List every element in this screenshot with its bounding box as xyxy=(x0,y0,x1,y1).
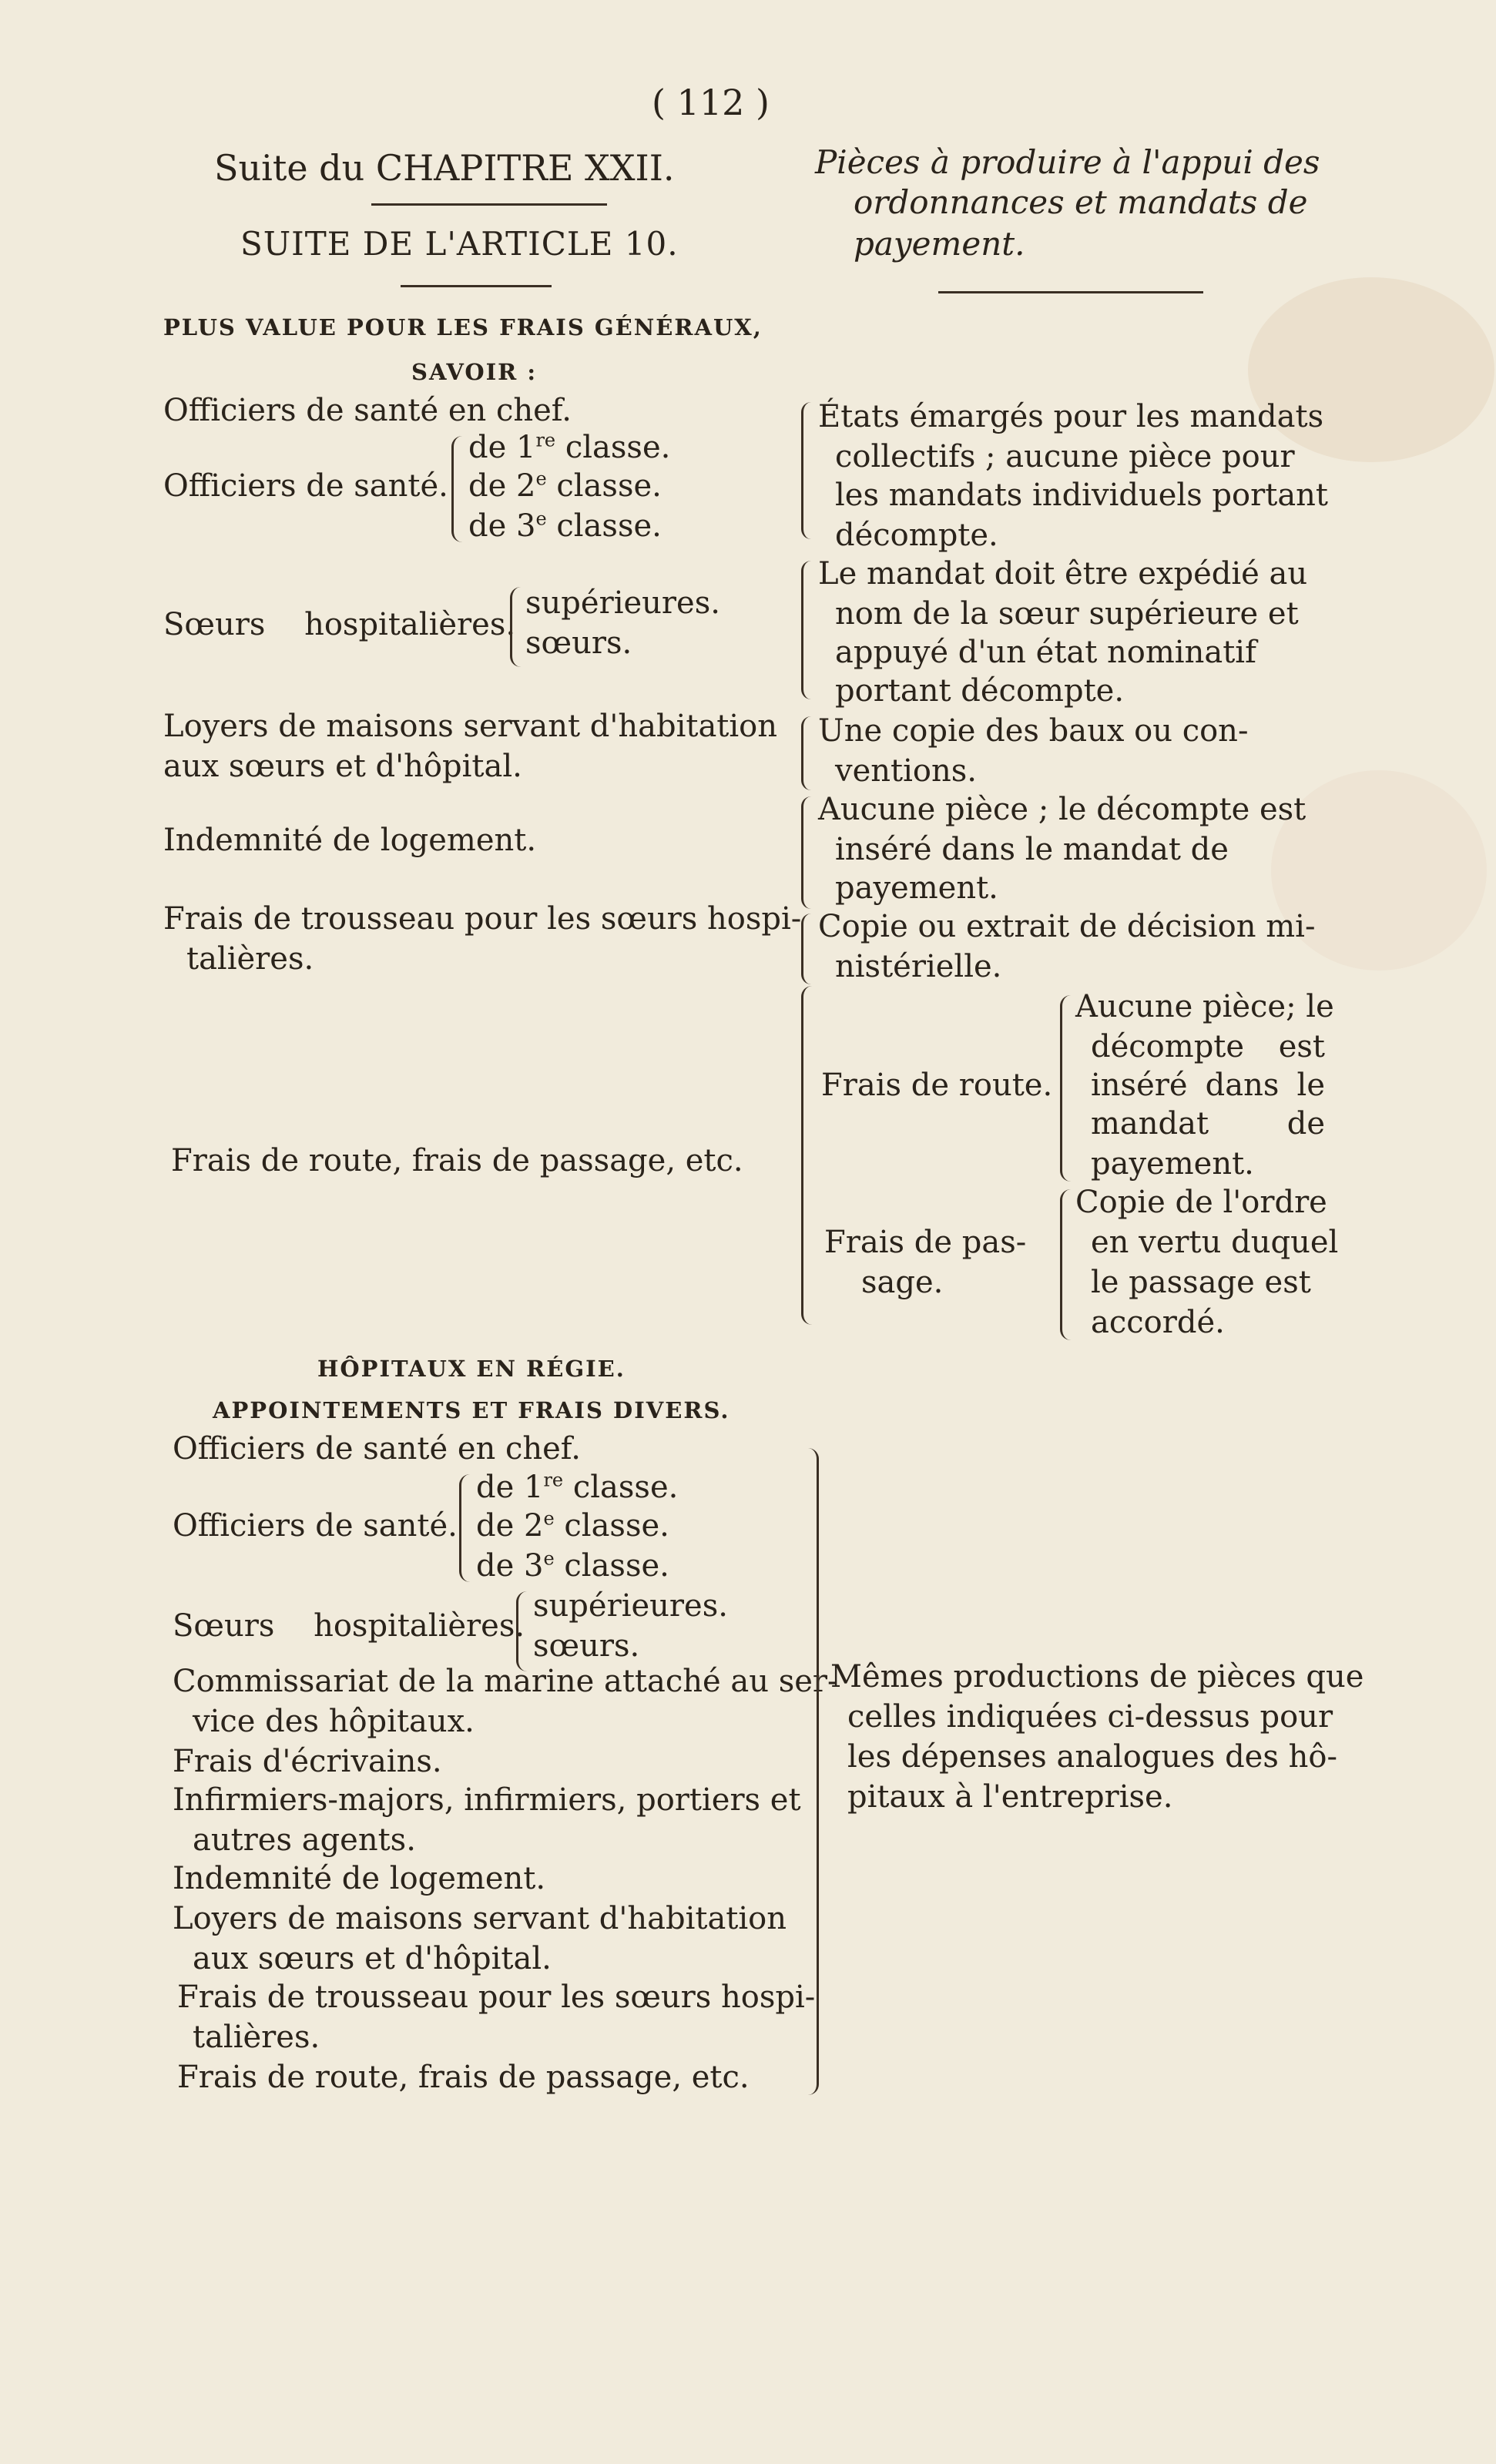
classe-item: de 3e classe. xyxy=(476,1547,669,1584)
passage-copie-line1: Copie de l'ordre xyxy=(1075,1185,1327,1220)
etats-line3: les mandats individuels portant xyxy=(835,478,1328,513)
soeurs-brace xyxy=(516,1591,528,1671)
soeurs-superieures: supérieures. xyxy=(533,1588,728,1624)
aucune-line2: inséré dans le mandat de xyxy=(835,832,1229,867)
etats-line4: décompte. xyxy=(835,518,998,553)
soeurs-sub: sœurs. xyxy=(533,1628,640,1664)
passage-copie-line4: accordé. xyxy=(1091,1305,1225,1340)
classe-item: de 2e classe. xyxy=(476,1507,669,1544)
loyers-line2: aux sœurs et d'hôpital. xyxy=(163,749,522,784)
decision-line2: nistérielle. xyxy=(835,949,1002,984)
pieces-brace xyxy=(801,402,811,539)
soeurs-label: Sœurs hospitalières. xyxy=(163,607,516,642)
indemnite-label: Indemnité de logement. xyxy=(163,823,537,858)
commissariat-line1: Commissariat de la marine attaché au ser- xyxy=(173,1664,838,1699)
soeurs-label: Sœurs hospitalières. xyxy=(173,1608,525,1644)
pieces-brace xyxy=(801,561,811,699)
mandat-line2: nom de la sœur supérieure et xyxy=(835,596,1299,632)
pieces-brace xyxy=(801,716,811,790)
etats-line1: États émargés pour les mandats xyxy=(818,399,1324,434)
soeurs-brace xyxy=(510,587,522,667)
classe-item: de 1re classe. xyxy=(476,1469,679,1505)
soeurs-sub: sœurs. xyxy=(525,625,632,661)
route-aucune-line2: décompte est xyxy=(1091,1029,1325,1064)
aucune-line1: Aucune pièce ; le décompte est xyxy=(818,792,1306,827)
section2-brace xyxy=(801,1448,819,2095)
indemnite-label: Indemnité de logement. xyxy=(173,1861,546,1896)
decision-line1: Copie ou extrait de décision mi- xyxy=(818,909,1316,944)
memes-line2: celles indiquées ci-dessus pour xyxy=(847,1699,1333,1735)
right-title-line2: ordonnances et mandats de xyxy=(854,183,1308,221)
pieces-brace xyxy=(801,796,811,909)
route-label: Frais de route, frais de passage, etc. xyxy=(171,1143,743,1178)
trousseau-line2: talières. xyxy=(193,2020,320,2055)
page-number: ( 112 ) xyxy=(652,82,770,123)
trousseau-line1: Frais de trousseau pour les sœurs hospi- xyxy=(163,901,802,937)
passage-copie-line3: le passage est xyxy=(1091,1265,1311,1300)
classe-item: de 2e classe. xyxy=(468,468,662,504)
infirmiers-line1: Infirmiers-majors, infirmiers, portiers et xyxy=(173,1782,801,1818)
chapter-rule xyxy=(371,203,607,206)
route-aucune-line1: Aucune pièce; le xyxy=(1075,989,1334,1024)
section2-heading: HÔPITAUX EN RÉGIE. xyxy=(317,1356,626,1382)
infirmiers-line2: autres agents. xyxy=(193,1822,416,1858)
loyers-line1: Loyers de maisons servant d'habitation xyxy=(163,709,778,744)
commissariat-line2: vice des hôpitaux. xyxy=(193,1704,475,1739)
classes-brace xyxy=(451,436,465,542)
frais-route-label: Frais de route. xyxy=(821,1068,1053,1103)
classe-item: de 1re classe. xyxy=(468,429,671,465)
route-passage-brace xyxy=(801,986,819,1325)
trousseau-line1: Frais de trousseau pour les sœurs hospi- xyxy=(177,1980,816,2015)
pieces-brace xyxy=(801,914,811,984)
aucune-line3: payement. xyxy=(835,870,998,906)
right-title-line1: Pièces à produire à l'appui des xyxy=(815,143,1320,181)
route-aucune-line3: inséré dans le xyxy=(1091,1068,1325,1103)
right-title-line3: payement. xyxy=(854,225,1025,263)
mandat-line3: appuyé d'un état nominatif xyxy=(835,635,1256,670)
route-sub-brace xyxy=(1060,995,1072,1182)
frais-passage-line2: sage. xyxy=(861,1265,944,1300)
article-rule xyxy=(401,285,552,287)
section2-subheading: APPOINTEMENTS ET FRAIS DIVERS. xyxy=(213,1397,730,1423)
chapter-title: Suite du CHAPITRE XXII. xyxy=(214,147,675,189)
right-title-rule xyxy=(938,291,1203,293)
mandat-line1: Le mandat doit être expédié au xyxy=(818,556,1308,592)
mandat-line4: portant décompte. xyxy=(835,673,1125,709)
route-aucune-line5: payement. xyxy=(1091,1146,1254,1182)
trousseau-line2: talières. xyxy=(186,941,314,977)
officiers-sante-label: Officiers de santé. xyxy=(163,468,448,504)
section1-subheading: SAVOIR : xyxy=(411,359,538,385)
etats-line2: collectifs ; aucune pièce pour xyxy=(835,439,1295,474)
frais-passage-line1: Frais de pas- xyxy=(824,1225,1027,1260)
route-aucune-line4: mandat de xyxy=(1091,1106,1325,1141)
copie-baux-line2: ventions. xyxy=(835,753,977,789)
loyers-line1: Loyers de maisons servant d'habitation xyxy=(173,1901,787,1936)
memes-line4: pitaux à l'entreprise. xyxy=(847,1779,1173,1815)
classe-item: de 3e classe. xyxy=(468,508,662,544)
classes-brace xyxy=(459,1474,472,1582)
memes-line3: les dépenses analogues des hô- xyxy=(847,1739,1337,1775)
officiers-chef-label: Officiers de santé en chef. xyxy=(173,1431,581,1467)
loyers-line2: aux sœurs et d'hôpital. xyxy=(193,1941,552,1976)
soeurs-superieures: supérieures. xyxy=(525,585,720,621)
memes-line1: Mêmes productions de pièces que xyxy=(830,1659,1364,1695)
article-title: SUITE DE L'ARTICLE 10. xyxy=(240,225,679,263)
passage-sub-brace xyxy=(1060,1189,1072,1340)
officiers-chef-label: Officiers de santé en chef. xyxy=(163,393,572,428)
ecrivains-label: Frais d'écrivains. xyxy=(173,1744,442,1779)
section1-heading: PLUS VALUE POUR LES FRAIS GÉNÉRAUX, xyxy=(163,314,763,340)
passage-copie-line2: en vertu duquel xyxy=(1091,1225,1339,1260)
route-label: Frais de route, frais de passage, etc. xyxy=(177,2060,750,2095)
officiers-sante-label: Officiers de santé. xyxy=(173,1508,458,1544)
copie-baux-line1: Une copie des baux ou con- xyxy=(818,713,1249,749)
